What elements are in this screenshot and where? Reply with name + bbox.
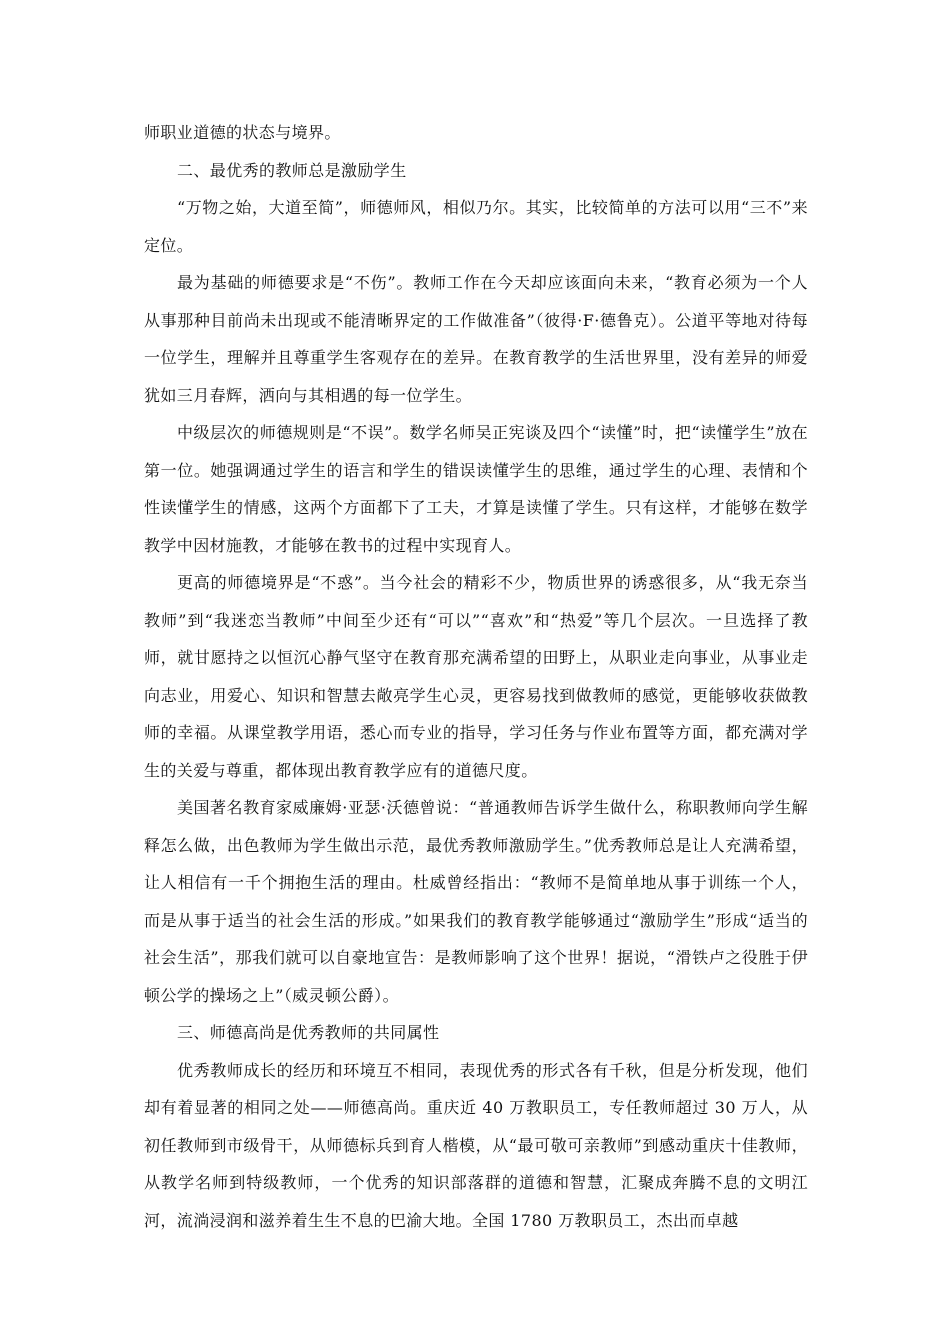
paragraph-ward-quote: 美国著名教育家威廉姆·亚瑟·沃德曾说：“普通教师告诉学生做什么，称职教师向学生解释怎么做，出色教师为学生做出示范，最优秀教师激励学生。”优秀教师总是让人充满希望，让人相信有一千个拥抱生活的理由。杜威曾经指出：“教师不是简单地从事于训练一个人，而是从事于适当的社会生活的形成。”如果我们的教育教学能够通过“激励学生”形成“适当的社会生活”，那我们就可以自豪地宣告：是教师影响了这个世界！据说，“滑铁卢之役胜于伊顿公学的操场之上”（威灵顿公爵）。 [144, 798, 808, 1005]
section-heading-2: 二、最优秀的教师总是激励学生 [177, 160, 407, 180]
paragraph-buwu: 中级层次的师德规则是“不误”。数学名师吴正宪谈及四个“读懂”时，把“读懂学生”放在第一位。她强调通过学生的语言和学生的错误读懂学生的思维，通过学生的心理、表情和个性读懂学生的情感，这两个方面都下了工夫，才算是读懂了学生。只有这样，才能够在数学教学中因材施教，才能够在教书的过程中实现育人。 [144, 423, 808, 555]
paragraph-chongqing: 优秀教师成长的经历和环境互不相同，表现优秀的形式各有千秋，但是分析发现，他们却有着显著的相同之处——师德高尚。重庆近 40 万教职员工，专任教师超过 30 万人，从初任教师到市级骨干，从师德标兵到育人楷模，从“最可敬可亲教师”到感动重庆十佳教师，从教学名师到特级教师，一个优秀的知识部落群的道德和智慧，汇聚成奔腾不息的文明江河，流淌浸润和滋养着生生不息的巴渝大地。全国 1780 万教职员工，杰出而卓越 [144, 1060, 808, 1230]
paragraph-buhuo: 更高的师德境界是“不惑”。当今社会的精彩不少，物质世界的诱惑很多，从“我无奈当教师”到“我迷恋当教师”中间至少还有“可以”“喜欢”和“热爱”等几个层次。一旦选择了教师，就甘愿持之以恒沉心静气坚守在教育那充满希望的田野上，从职业走向事业，从事业走向志业，用爱心、知识和智慧去敞亮学生心灵，更容易找到做教师的感觉，更能够收获做教师的幸福。从课堂教学用语，悉心而专业的指导，学习任务与作业布置等方面，都充满对学生的关爱与尊重，都体现出教育教学应有的道德尺度。 [144, 573, 808, 780]
paragraph-continuation: 师职业道德的状态与境界。 [144, 123, 341, 142]
paragraph-three-nos: “万物之始，大道至简”，师德师风，相似乃尔。其实，比较简单的方法可以用“三不”来定位。 [144, 198, 808, 255]
section-heading-3: 三、师德高尚是优秀教师的共同属性 [177, 1023, 440, 1042]
document-body [144, 114, 808, 1239]
paragraph-bushang: 最为基础的师德要求是“不伤”。教师工作在今天却应该面向未来，“教育必须为一个人从事那种目前尚未出现或不能清晰界定的工作做准备”（彼得·F·德鲁克）。公道平等地对待每一位学生，理解并且尊重学生客观存在的差异。在教育教学的生活世界里，没有差异的师爱犹如三月春辉，洒向与其相遇的每一位学生。 [144, 273, 808, 405]
